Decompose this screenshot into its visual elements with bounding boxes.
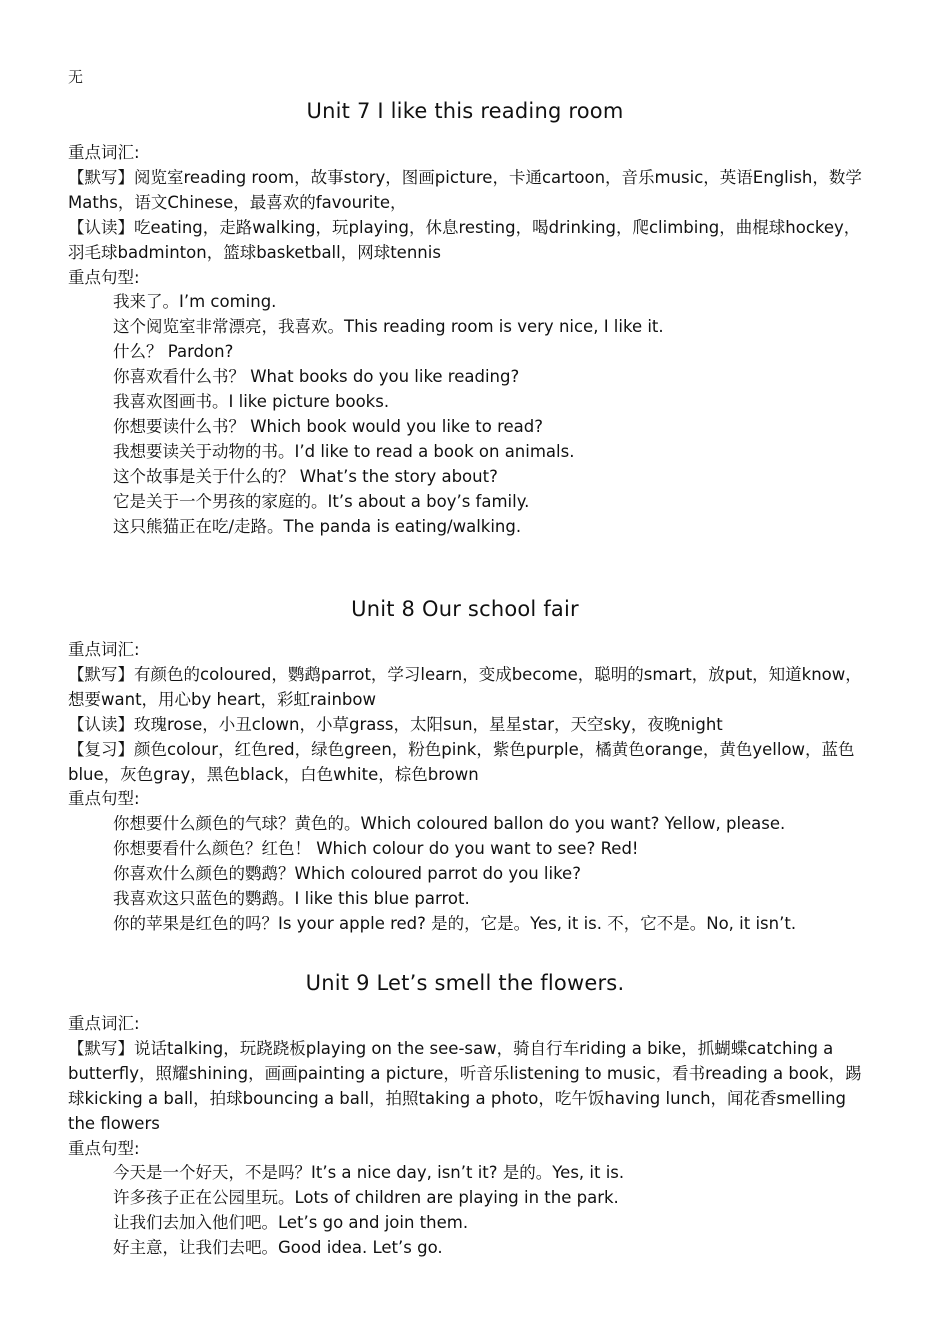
sentence-item: 好主意，让我们去吧。Good idea. Let’s go.: [113, 1238, 443, 1258]
sentence-item: 你想要看什么颜色？红色！ Which colour do you want to see? Red!: [113, 839, 639, 859]
sentence-item: 你喜欢看什么书？ What books do you like reading?: [113, 367, 520, 387]
sentence-item: 你的苹果是红色的吗？Is your apple red? 是的，它是。Yes, it is. 不，它不是。No, it isn’t.: [113, 913, 797, 933]
sentence-item: 你喜欢什么颜色的鹦鹉？Which coloured parrot do you like?: [113, 864, 581, 884]
sentence-heading: 重点句型:: [68, 267, 140, 287]
sentence-list: [68, 812, 863, 937]
vocab-heading: 重点词汇:: [68, 1014, 140, 1033]
sentence-item: 我喜欢这只蓝色的鹦鹉。I like this blue parrot.: [113, 889, 470, 909]
unit-9-content: [68, 1012, 863, 1261]
sentence-item: 许多孩子正在公园里玩。Lots of children are playing in the park.: [113, 1188, 619, 1208]
unit-8-title: Unit 8 Our school fair: [351, 597, 579, 621]
vocab-heading: 重点词汇:: [68, 640, 140, 659]
sentence-list: [68, 1161, 863, 1261]
vocab-paragraph: 【默写】有颜色的coloured，鹦鹉parrot，学习learn，变成become，聪明的smart，放put，知道know，想要want，用心by heart，彩虹rainbow: [68, 664, 862, 709]
vocab-heading: 重点词汇:: [68, 143, 140, 162]
sentence-item: 这个故事是关于什么的？ What’s the story about?: [113, 466, 498, 486]
unit-7-content: [68, 141, 863, 540]
sentence-list: [68, 290, 863, 539]
sentence-item: 我想要读关于动物的书。I’d like to read a book on animals.: [113, 441, 575, 461]
sentence-item: 我喜欢图画书。I like picture books.: [113, 392, 390, 412]
unit-8-content: [68, 638, 863, 937]
vocab-paragraph: 【认读】吃eating，走路walking，玩playing，休息resting，喝drinking，爬climbing，曲棍球hockey，羽毛球badminton，篮球basketball，网球tennis: [68, 217, 861, 262]
sentence-item: 你想要什么颜色的气球？黄色的。Which coloured ballon do you want? Yellow, please.: [113, 814, 786, 834]
sentence-item: 今天是一个好天，不是吗？It’s a nice day, isn’t it? 是的。Yes, it is.: [113, 1163, 625, 1183]
unit-9-title: Unit 9 Let’s smell the flowers.: [305, 971, 625, 995]
sentence-item: 我来了。I’m coming.: [113, 292, 277, 312]
header-mark: 无: [68, 68, 84, 86]
vocab-paragraph: 【默写】说话talking，玩跷跷板playing on the see-saw，骑自行车riding a bike，抓蝴蝶catching a butterfly，照耀shining，画画painting a picture，听音乐listening to music，看书reading a book，踢球kicking a ball，拍球bouncing a ball，拍照taking a photo，吃午饭having lunch，闻花香smelling the flowers: [68, 1038, 862, 1133]
vocab-paragraph: 【认读】玫瑰rose，小丑clown，小草grass，太阳sun，星星star，天空sky，夜晚night: [68, 714, 723, 734]
sentence-item: 你想要读什么书？ Which book would you like to read?: [113, 416, 544, 436]
sentence-item: 什么？ Pardon?: [113, 342, 234, 362]
vocab-paragraph: 【默写】阅览室reading room，故事story，图画picture，卡通cartoon，音乐music，英语English，数学Maths，语文Chinese，最喜欢的favourite，: [68, 167, 862, 212]
unit-7-title: Unit 7 I like this reading room: [306, 99, 624, 123]
sentence-item: 它是关于一个男孩的家庭的。It’s about a boy’s family.: [113, 491, 530, 511]
sentence-item: 让我们去加入他们吧。Let’s go and join them.: [113, 1213, 469, 1233]
sentence-item: 这个阅览室非常漂亮，我喜欢。This reading room is very nice, I like it.: [113, 317, 664, 337]
vocab-paragraph: 【复习】颜色colour，红色red，绿色green，粉色pink，紫色purple，橘黄色orange，黄色yellow，蓝色blue，灰色gray，黑色black，白色white，棕色brown: [68, 739, 855, 784]
sentence-heading: 重点句型:: [68, 1138, 140, 1158]
sentence-heading: 重点句型:: [68, 789, 140, 809]
sentence-item: 这只熊猫正在吃/走路。The panda is eating/walking.: [113, 516, 522, 536]
